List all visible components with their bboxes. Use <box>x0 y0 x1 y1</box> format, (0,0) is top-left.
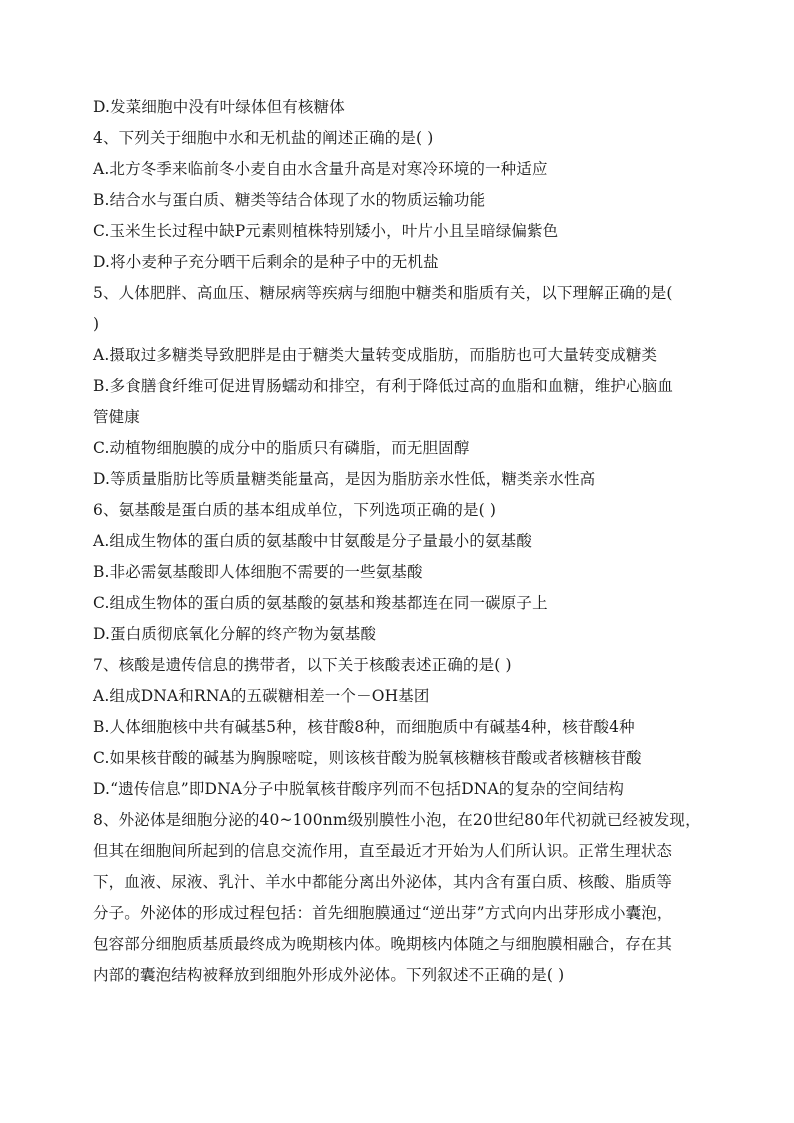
question-8-stem-line2: 但其在细胞间所起到的信息交流作用，直至最近才开始为人们所认识。正常生理状态 <box>93 842 673 860</box>
option-a-q4: A.北方冬季来临前冬小麦自由水含量升高是对寒冷环境的一种适应 <box>93 160 548 178</box>
question-5-stem-cont: ) <box>93 315 100 333</box>
option-c-q6: C.组成生物体的蛋白质的氨基酸的氨基和羧基都连在同一碳原子上 <box>93 594 548 612</box>
question-6-stem: 6、氨基酸是蛋白质的基本组成单位，下列选项正确的是( ) <box>93 501 497 519</box>
question-8-stem-line5: 包容部分细胞质基质最终成为晚期核内体。晚期核内体随之与细胞膜相融合，存在其 <box>93 935 673 953</box>
option-a-q5: A.摄取过多糖类导致肥胖是由于糖类大量转变成脂肪，而脂肪也可大量转变成糖类 <box>93 346 658 364</box>
document-page <box>93 92 701 991</box>
option-d-q4: D.将小麦种子充分晒干后剩余的是种子中的无机盐 <box>93 253 439 271</box>
question-7-stem: 7、核酸是遗传信息的携带者，以下关于核酸表述正确的是( ) <box>93 656 512 674</box>
question-8-stem-line6: 内部的囊泡结构被释放到细胞外形成外泌体。下列叙述不正确的是( ) <box>93 966 565 984</box>
option-b-q6: B.非必需氨基酸即人体细胞不需要的一些氨基酸 <box>93 563 423 581</box>
question-8-stem-line3: 下，血液、尿液、乳汁、羊水中都能分离出外泌体，其内含有蛋白质、核酸、脂质等 <box>93 873 673 891</box>
option-a-q6: A.组成生物体的蛋白质的氨基酸中甘氨酸是分子量最小的氨基酸 <box>93 532 532 550</box>
option-d-q3: D.发菜细胞中没有叶绿体但有核糖体 <box>93 98 345 116</box>
option-d-q6: D.蛋白质彻底氧化分解的终产物为氨基酸 <box>93 625 377 643</box>
option-c-q4: C.玉米生长过程中缺P元素则植株特别矮小，叶片小且呈暗绿偏紫色 <box>93 222 559 240</box>
question-8-stem-line1: 8、外泌体是细胞分泌的40~100nm级别膜性小泡，在20世纪80年代初就已经被发现， <box>93 811 701 829</box>
option-b-q5-cont: 管健康 <box>93 408 140 426</box>
option-d-q5: D.等质量脂肪比等质量糖类能量高，是因为脂肪亲水性低，糖类亲水性高 <box>93 470 596 488</box>
option-b-q5: B.多食膳食纤维可促进胃肠蠕动和排空，有利于降低过高的血脂和血糖，维护心脑血 <box>93 377 674 395</box>
option-d-q7: D.“遗传信息”即DNA分子中脱氧核苷酸序列而不包括DNA的复杂的空间结构 <box>93 780 625 798</box>
option-c-q5: C.动植物细胞膜的成分中的脂质只有磷脂，而无胆固醇 <box>93 439 470 457</box>
option-c-q7: C.如果核苷酸的碱基为胸腺嘧啶，则该核苷酸为脱氧核糖核苷酸或者核糖核苷酸 <box>93 749 642 767</box>
option-a-q7: A.组成DNA和RNA的五碳糖相差一个－OH基团 <box>93 687 430 705</box>
question-4-stem: 4、下列关于细胞中水和无机盐的阐述正确的是( ) <box>93 129 434 147</box>
question-5-stem: 5、人体肥胖、高血压、糖尿病等疾病与细胞中糖类和脂质有关，以下理解正确的是( <box>93 284 673 302</box>
question-8-stem-line4: 分子。外泌体的形成过程包括：首先细胞膜通过“逆出芽”方式向内出芽形成小囊泡， <box>93 904 673 922</box>
option-b-q7: B.人体细胞核中共有碱基5种，核苷酸8种，而细胞质中有碱基4种，核苷酸4种 <box>93 718 635 736</box>
option-b-q4: B.结合水与蛋白质、糖类等结合体现了水的物质运输功能 <box>93 191 486 209</box>
